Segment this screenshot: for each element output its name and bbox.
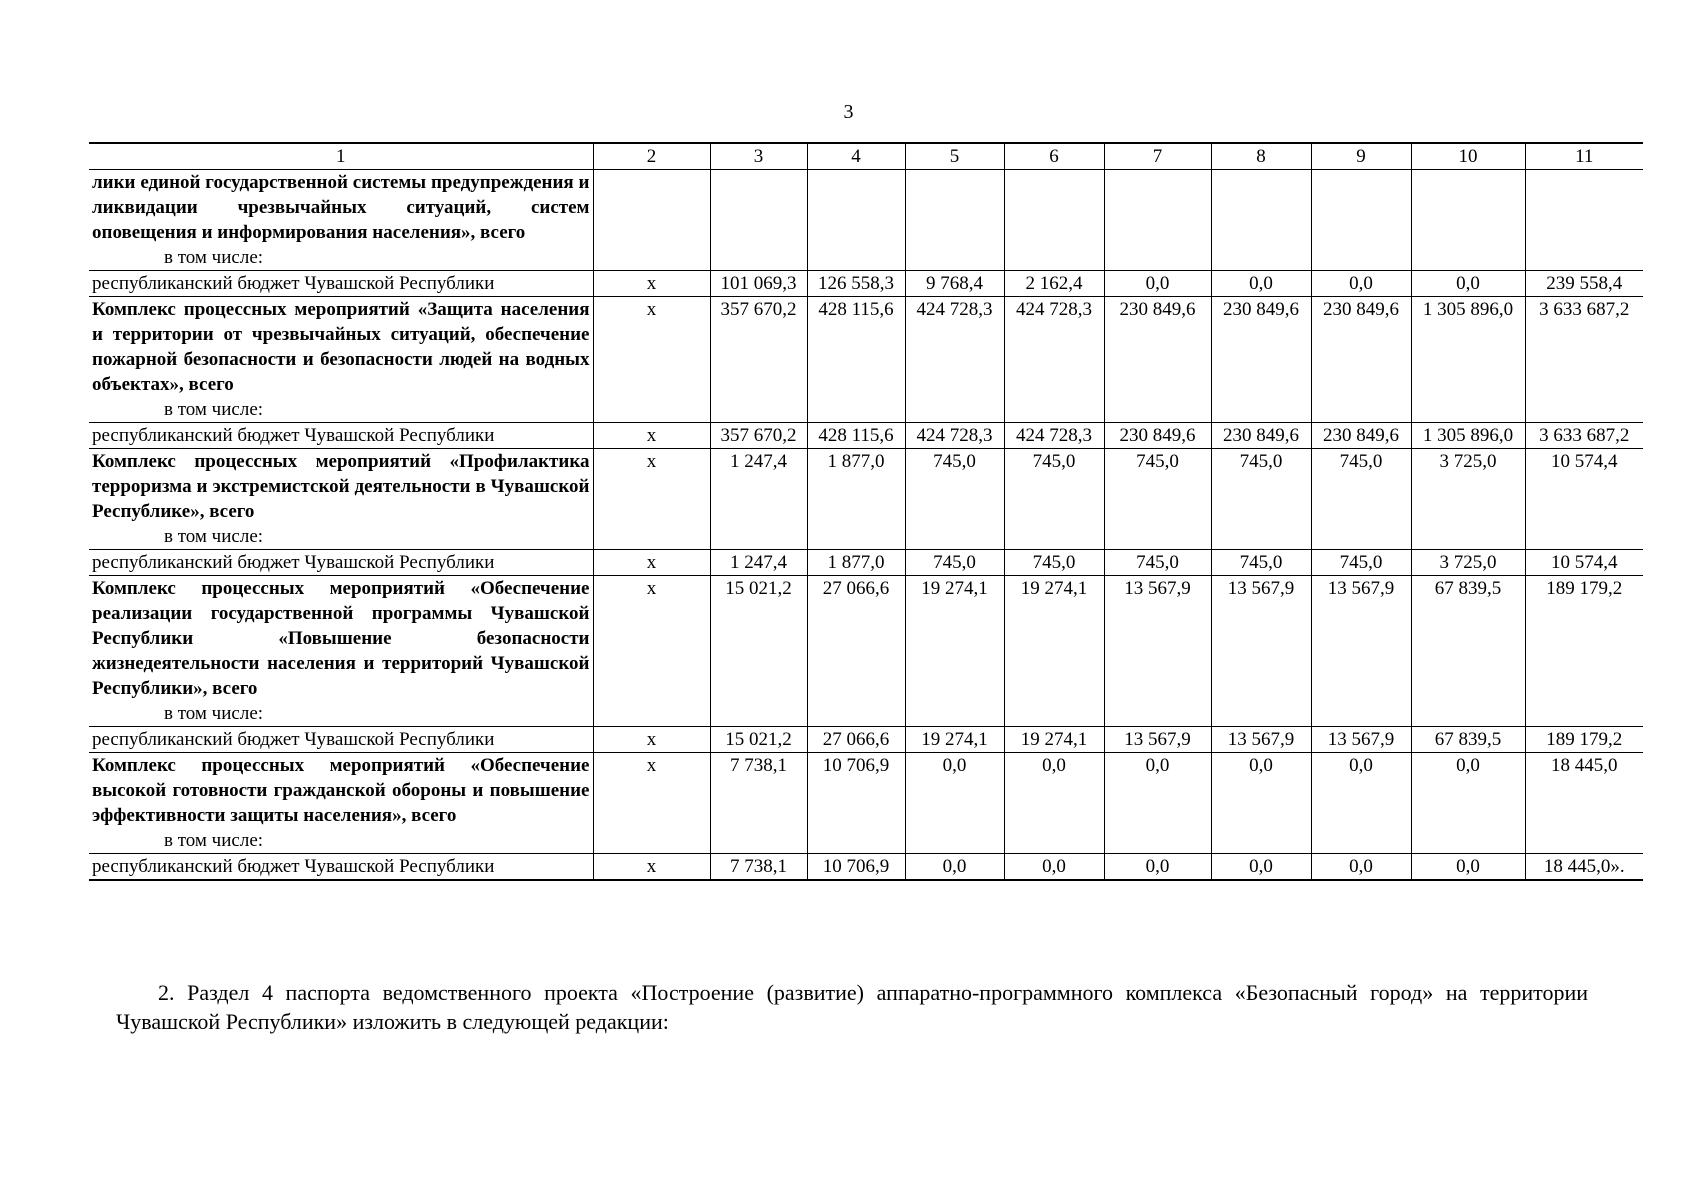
- value-cell: 1 247,4: [710, 550, 807, 576]
- column-header: 1: [89, 143, 593, 170]
- row-name-cell: [89, 753, 593, 854]
- value-cell: 1 247,4: [710, 449, 807, 550]
- value-cell: 424 728,3: [1004, 423, 1104, 449]
- value-cell: [807, 170, 905, 271]
- table-row-budget: [89, 727, 1643, 753]
- table-row-budget: [89, 550, 1643, 576]
- row-budget-label: республиканский бюджет Чувашской Республики: [89, 854, 593, 881]
- table-row-group: [89, 576, 1643, 727]
- value-cell: 745,0: [905, 550, 1004, 576]
- including-label: в том числе:: [164, 703, 264, 724]
- code-cell: x: [593, 727, 710, 753]
- value-cell: 0,0: [1411, 753, 1525, 854]
- code-cell: x: [593, 576, 710, 727]
- including-label: в том числе:: [164, 399, 264, 420]
- table-header-row: [89, 143, 1643, 170]
- value-cell: 7 738,1: [710, 854, 807, 881]
- code-cell: x: [593, 271, 710, 297]
- value-cell: [1004, 170, 1104, 271]
- row-title: Комплекс процессных мероприятий «Обеспечение высокой готовности гражданской обороны и повышение эффективности защиты населения», всего: [92, 755, 590, 826]
- value-cell: [1104, 170, 1211, 271]
- value-cell: 428 115,6: [807, 423, 905, 449]
- column-header: 3: [710, 143, 807, 170]
- value-cell: 15 021,2: [710, 727, 807, 753]
- value-cell: 0,0: [1411, 271, 1525, 297]
- value-cell: 0,0: [1311, 271, 1411, 297]
- including-label: в том числе:: [164, 526, 264, 547]
- value-cell: 424 728,3: [1004, 297, 1104, 423]
- value-cell: 18 445,0: [1525, 753, 1643, 854]
- value-cell: 745,0: [1004, 550, 1104, 576]
- value-cell: [905, 170, 1004, 271]
- value-cell: 745,0: [905, 449, 1004, 550]
- value-cell: 0,0: [1104, 753, 1211, 854]
- value-cell: 745,0: [1104, 449, 1211, 550]
- value-cell: 15 021,2: [710, 576, 807, 727]
- including-label: в том числе:: [164, 830, 264, 851]
- value-cell: 10 706,9: [807, 753, 905, 854]
- code-cell: [593, 170, 710, 271]
- value-cell: 230 849,6: [1104, 297, 1211, 423]
- value-cell: 745,0: [1211, 550, 1311, 576]
- value-cell: 13 567,9: [1211, 727, 1311, 753]
- table-row-group: [89, 170, 1643, 271]
- value-cell: 745,0: [1311, 449, 1411, 550]
- value-cell: 1 305 896,0: [1411, 297, 1525, 423]
- code-cell: x: [593, 854, 710, 881]
- value-cell: 428 115,6: [807, 297, 905, 423]
- value-cell: 745,0: [1104, 550, 1211, 576]
- value-cell: 19 274,1: [1004, 727, 1104, 753]
- value-cell: 27 066,6: [807, 727, 905, 753]
- value-cell: 13 567,9: [1104, 727, 1211, 753]
- value-cell: 239 558,4: [1525, 271, 1643, 297]
- row-budget-label: республиканский бюджет Чувашской Республики: [89, 271, 593, 297]
- row-name-cell: [89, 449, 593, 550]
- value-cell: 424 728,3: [905, 297, 1004, 423]
- column-header: 8: [1211, 143, 1311, 170]
- value-cell: 13 567,9: [1211, 576, 1311, 727]
- value-cell: 0,0: [1311, 753, 1411, 854]
- column-header: 5: [905, 143, 1004, 170]
- value-cell: 19 274,1: [905, 576, 1004, 727]
- value-cell: 10 574,4: [1525, 449, 1643, 550]
- code-cell: x: [593, 550, 710, 576]
- value-cell: 0,0: [905, 854, 1004, 881]
- value-cell: 745,0: [1211, 449, 1311, 550]
- row-budget-label: республиканский бюджет Чувашской Республики: [89, 727, 593, 753]
- value-cell: 67 839,5: [1411, 727, 1525, 753]
- value-cell: 18 445,0».: [1525, 854, 1643, 881]
- row-title: Комплекс процессных мероприятий «Профилактика терроризма и экстремистской деятельности в Чувашской Республике», всего: [92, 451, 590, 522]
- value-cell: 0,0: [1004, 753, 1104, 854]
- value-cell: 3 633 687,2: [1525, 423, 1643, 449]
- value-cell: 101 069,3: [710, 271, 807, 297]
- value-cell: [1525, 170, 1643, 271]
- code-cell: x: [593, 423, 710, 449]
- table-row-budget: [89, 854, 1643, 881]
- value-cell: 1 305 896,0: [1411, 423, 1525, 449]
- value-cell: [1411, 170, 1525, 271]
- value-cell: 19 274,1: [1004, 576, 1104, 727]
- page-number: 3: [843, 101, 854, 123]
- value-cell: 67 839,5: [1411, 576, 1525, 727]
- column-header: 7: [1104, 143, 1211, 170]
- value-cell: [1211, 170, 1311, 271]
- table-row-group: [89, 753, 1643, 854]
- value-cell: 7 738,1: [710, 753, 807, 854]
- code-cell: x: [593, 753, 710, 854]
- table-row-budget: [89, 271, 1643, 297]
- funding-table: [89, 142, 1643, 881]
- value-cell: 13 567,9: [1104, 576, 1211, 727]
- row-title: лики единой государственной системы предупреждения и ликвидации чрезвычайных ситуаций, систем оповещения и информирования населения», всего: [92, 172, 590, 243]
- value-cell: 27 066,6: [807, 576, 905, 727]
- value-cell: 1 877,0: [807, 550, 905, 576]
- value-cell: 13 567,9: [1311, 576, 1411, 727]
- table-row-group: [89, 297, 1643, 423]
- value-cell: 0,0: [1211, 854, 1311, 881]
- value-cell: 0,0: [1411, 854, 1525, 881]
- value-cell: 230 849,6: [1104, 423, 1211, 449]
- column-header: 4: [807, 143, 905, 170]
- value-cell: 10 574,4: [1525, 550, 1643, 576]
- row-budget-label: республиканский бюджет Чувашской Республики: [89, 550, 593, 576]
- row-budget-label: республиканский бюджет Чувашской Республики: [89, 423, 593, 449]
- value-cell: 2 162,4: [1004, 271, 1104, 297]
- value-cell: 189 179,2: [1525, 576, 1643, 727]
- value-cell: 745,0: [1004, 449, 1104, 550]
- value-cell: 126 558,3: [807, 271, 905, 297]
- value-cell: 3 633 687,2: [1525, 297, 1643, 423]
- value-cell: 189 179,2: [1525, 727, 1643, 753]
- table-row-budget: [89, 423, 1643, 449]
- row-title: Комплекс процессных мероприятий «Защита населения и территории от чрезвычайных ситуаций, обеспечение пожарной безопасности и безопасности людей на водных объектах», всего: [92, 299, 590, 395]
- column-header: 10: [1411, 143, 1525, 170]
- row-name-cell: [89, 297, 593, 423]
- including-label: в том числе:: [164, 247, 264, 268]
- value-cell: 357 670,2: [710, 297, 807, 423]
- column-header: 2: [593, 143, 710, 170]
- body-paragraph: 2. Раздел 4 паспорта ведомственного проекта «Построение (развитие) аппаратно-программного комплекса «Безопасный город» на территории Чувашской Республики» изложить в следующей редакции:: [116, 980, 1588, 1034]
- value-cell: [710, 170, 807, 271]
- value-cell: 230 849,6: [1211, 423, 1311, 449]
- value-cell: 0,0: [1211, 753, 1311, 854]
- value-cell: 0,0: [1211, 271, 1311, 297]
- value-cell: 10 706,9: [807, 854, 905, 881]
- value-cell: 0,0: [905, 753, 1004, 854]
- column-header: 11: [1525, 143, 1643, 170]
- value-cell: 230 849,6: [1311, 297, 1411, 423]
- value-cell: 230 849,6: [1311, 423, 1411, 449]
- value-cell: 0,0: [1311, 854, 1411, 881]
- value-cell: 13 567,9: [1311, 727, 1411, 753]
- value-cell: 424 728,3: [905, 423, 1004, 449]
- column-header: 9: [1311, 143, 1411, 170]
- table-row-group: [89, 449, 1643, 550]
- row-title: Комплекс процессных мероприятий «Обеспечение реализации государственной программы Чувашской Республики «Повышение безопасности жизнедеятельности населения и территорий Чувашской Республики», всего: [92, 578, 590, 699]
- value-cell: 9 768,4: [905, 271, 1004, 297]
- value-cell: 3 725,0: [1411, 550, 1525, 576]
- value-cell: [1311, 170, 1411, 271]
- value-cell: 3 725,0: [1411, 449, 1525, 550]
- value-cell: 0,0: [1104, 854, 1211, 881]
- value-cell: 19 274,1: [905, 727, 1004, 753]
- value-cell: 230 849,6: [1211, 297, 1311, 423]
- row-name-cell: [89, 576, 593, 727]
- column-header: 6: [1004, 143, 1104, 170]
- value-cell: 357 670,2: [710, 423, 807, 449]
- value-cell: 0,0: [1004, 854, 1104, 881]
- value-cell: 0,0: [1104, 271, 1211, 297]
- code-cell: x: [593, 297, 710, 423]
- value-cell: 1 877,0: [807, 449, 905, 550]
- row-name-cell: [89, 170, 593, 271]
- value-cell: 745,0: [1311, 550, 1411, 576]
- code-cell: x: [593, 449, 710, 550]
